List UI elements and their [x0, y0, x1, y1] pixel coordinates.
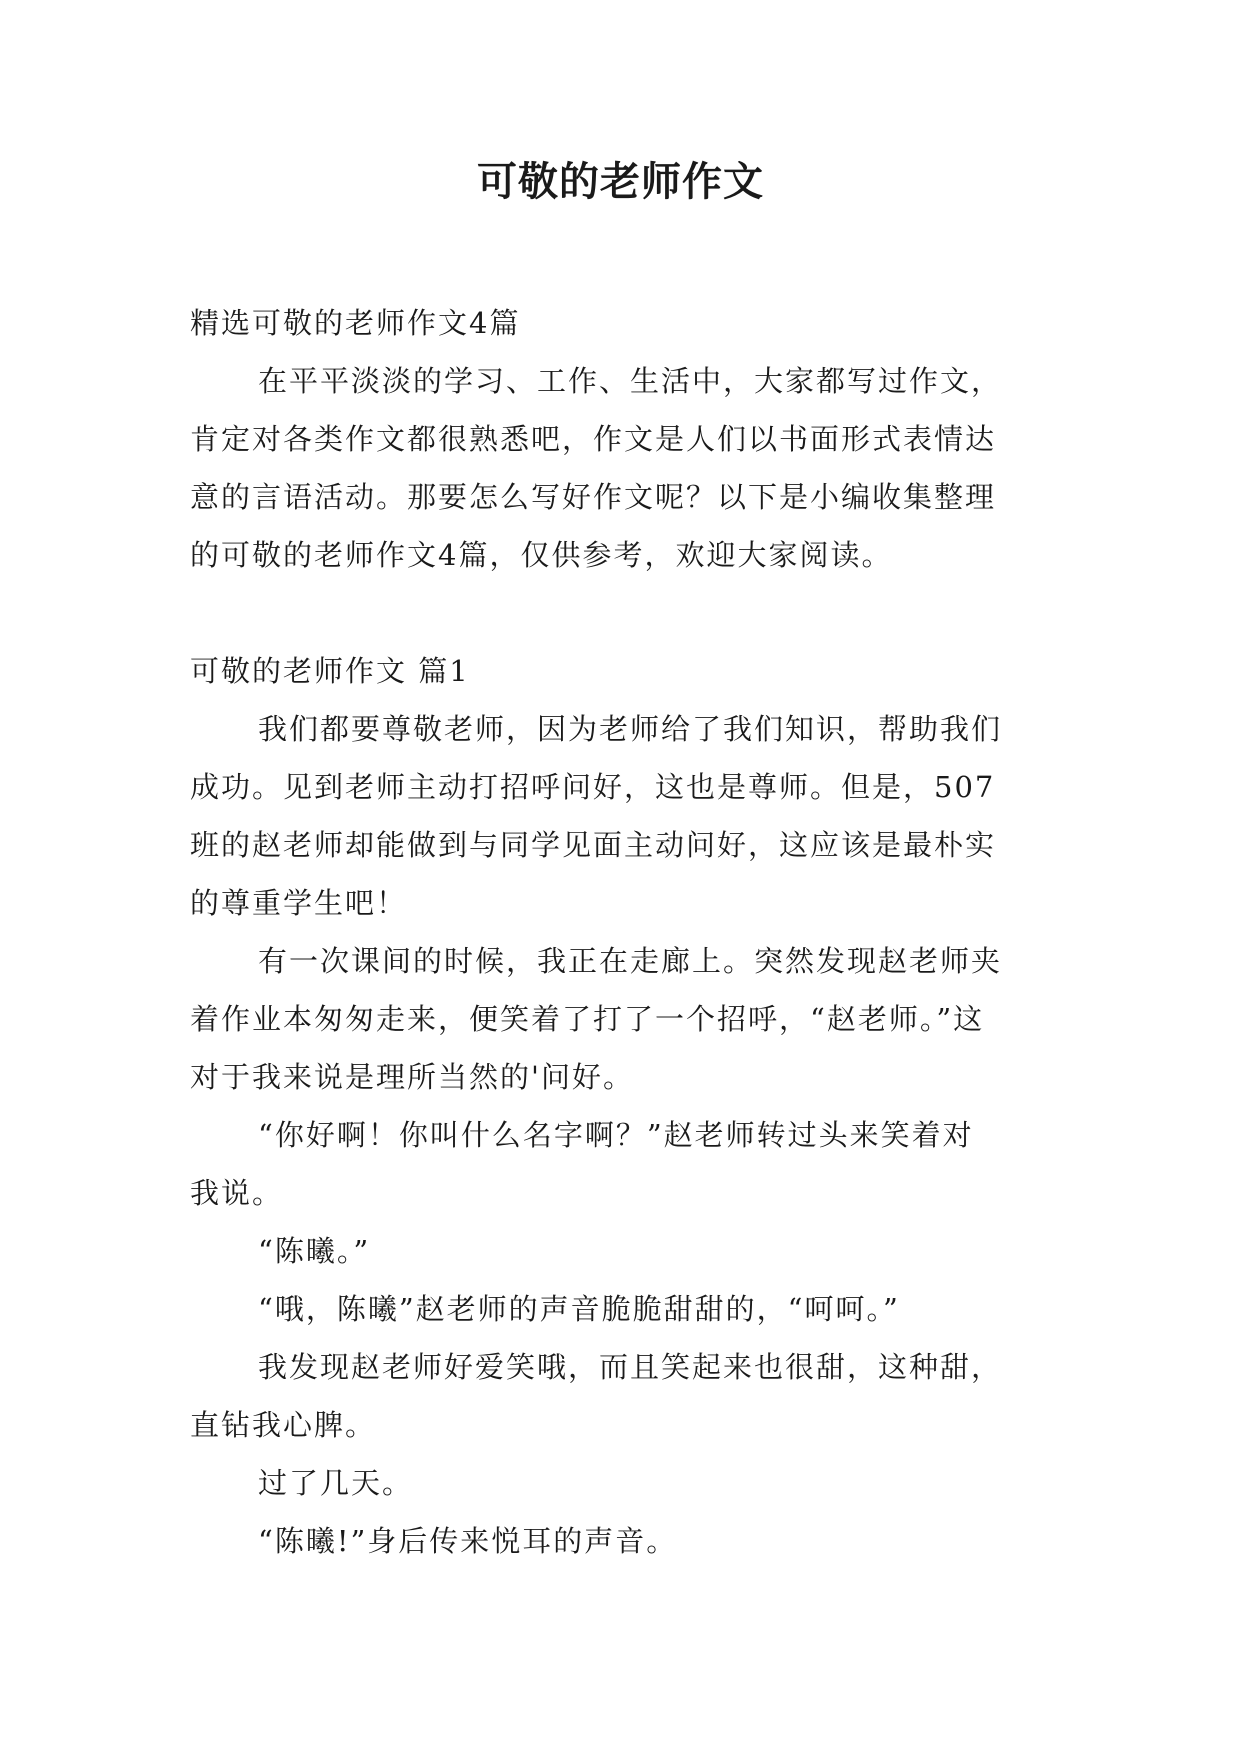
document-body [190, 294, 1070, 1570]
section-body [190, 700, 1070, 1570]
body-line: 我发现赵老师好爱笑哦，而且笑起来也很甜，这种甜， [258, 1350, 1003, 1384]
body-line: “陈曦!”身后传来悦耳的声音。 [258, 1524, 678, 1558]
section-spacer [190, 584, 1070, 642]
intro-line: 在平平淡淡的学习、工作、生活中，大家都写过作文， [258, 364, 1003, 398]
body-line: “哦，陈曦”赵老师的声音脆脆甜甜的，“呵呵。” [258, 1292, 900, 1326]
intro-line: 肯定对各类作文都很熟悉吧，作文是人们以书面形式表情达 [190, 422, 997, 456]
section-heading: 可敬的老师作文 篇1 [190, 654, 470, 688]
body-line: 我说。 [190, 1176, 284, 1210]
intro-paragraph [190, 352, 1070, 584]
body-line: 对于我来说是理所当然的'问好。 [190, 1060, 634, 1094]
intro-line: 意的言语活动。那要怎么写好作文呢？以下是小编收集整理 [190, 480, 997, 514]
intro-line: 的可敬的老师作文4篇，仅供参考，欢迎大家阅读。 [190, 538, 893, 572]
body-line: 成功。见到老师主动打招呼问好，这也是尊师。但是，507 [190, 770, 996, 804]
body-line: 直钻我心脾。 [190, 1408, 377, 1442]
body-line: 我们都要尊敬老师，因为老师给了我们知识，帮助我们 [258, 712, 1003, 746]
body-line: 着作业本匆匆走来，便笑着了打了一个招呼，“赵老师。”这 [190, 1002, 985, 1036]
body-line: 有一次课间的时候，我正在走廊上。突然发现赵老师夹 [258, 944, 1003, 978]
document-title: 可敬的老师作文 [477, 159, 764, 205]
body-line: “陈曦。” [258, 1234, 371, 1268]
body-line: 过了几天。 [258, 1466, 414, 1500]
body-line: 班的赵老师却能做到与同学见面主动问好，这应该是最朴实 [190, 828, 997, 862]
document-subtitle: 精选可敬的老师作文4篇 [190, 306, 521, 340]
body-line: 的尊重学生吧！ [190, 886, 408, 920]
body-line: “你好啊！你叫什么名字啊？”赵老师转过头来笑着对 [258, 1118, 974, 1152]
